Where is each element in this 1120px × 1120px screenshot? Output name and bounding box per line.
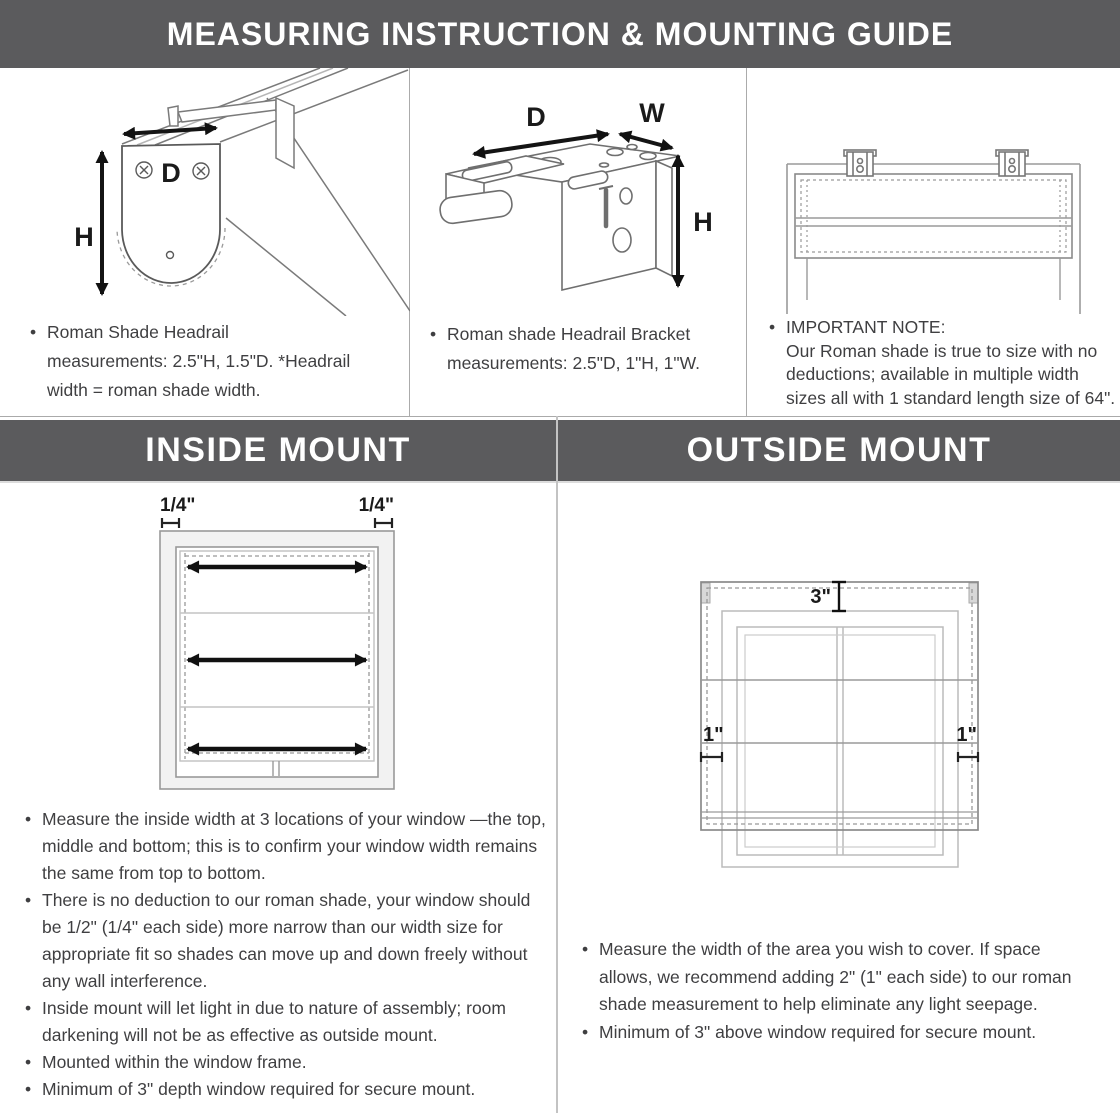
note-title: IMPORTANT NOTE: (786, 317, 946, 337)
bracket-text (430, 320, 732, 378)
inside-mount-diagram (152, 495, 402, 797)
top-gap-tick (832, 582, 846, 611)
dimension-label-d: D (161, 158, 181, 188)
page-title: MEASURING INSTRUCTION & MOUNTING GUIDE (166, 15, 954, 52)
bracket-panel (410, 68, 747, 416)
depth-arrow (124, 128, 216, 134)
gap-label-left: 1" (703, 724, 724, 746)
headrail-text (30, 318, 352, 405)
headrail-diagram (30, 68, 410, 316)
outside-mount-diagram (695, 575, 985, 892)
list-item: • Minimum of 3" depth window required for secure mount. (25, 1076, 549, 1103)
dimension-label-h: H (693, 207, 713, 237)
list-item: • Inside mount will let light in due to nature of assembly; room darkening will not be as effective as outside mount. (25, 995, 549, 1049)
inside-mount-header (0, 420, 556, 483)
bracket-icon (996, 150, 1028, 176)
list-item: • Measure the inside width at 3 locations of your window —the top, middle and bottom; this is to confirm your window width remains the same from top to bottom. (25, 806, 549, 887)
bracket-diagram (410, 68, 747, 316)
bracket-icon (844, 150, 876, 176)
important-note (769, 316, 1117, 410)
gap-label-right: 1/4" (358, 495, 394, 516)
dimension-label-h: H (74, 222, 94, 252)
list-item: • Roman shade Headrail Bracket measurements: 2.5"D, 1"H, 1"W. (430, 320, 732, 378)
side-gap-ticks (701, 752, 978, 762)
gap-label-left: 1/4" (160, 495, 196, 516)
inside-mount-title: INSIDE MOUNT (145, 431, 411, 469)
inside-mount-list (25, 806, 549, 1103)
list-item: • Measure the width of the area you wish to cover. If space allows, we recommend adding 2" (1" each side) to our roman shade measurement to help eliminate any light seepage. (582, 936, 1097, 1019)
outside-mount-header (558, 420, 1120, 483)
list-item: • Mounted within the window frame. (25, 1049, 549, 1076)
note-title-line (769, 316, 1117, 340)
gap-label-top: 3" (810, 586, 831, 608)
gap-label-right: 1" (956, 724, 977, 746)
outside-mount-title: OUTSIDE MOUNT (686, 431, 992, 469)
note-body: Our Roman shade is true to size with no deductions; available in multiple width sizes all with 1 standard length size of 64". (786, 340, 1116, 408)
note-panel (747, 68, 1120, 416)
list-item: • Roman Shade Headrail measurements: 2.5"H, 1.5"D. *Headrail width = roman shade width. (30, 318, 352, 405)
dimension-label-d: D (526, 102, 546, 132)
gap-tick-marks (162, 518, 392, 528)
main-header (0, 0, 1120, 68)
outside-mount-list (582, 936, 1097, 1046)
top-section (0, 68, 1120, 417)
section-divider (556, 416, 558, 1113)
list-item: • There is no deduction to our roman shade, your window should be 1/2" (1/4" each side) more narrow than our width size for appropriate fit so shades can move up and down freely without any wall interference. (25, 887, 549, 995)
mounted-shade-diagram (747, 68, 1120, 316)
list-item: • Minimum of 3" above window required for secure mount. (582, 1019, 1097, 1047)
dimension-label-w: W (639, 98, 665, 128)
headrail-panel (0, 68, 410, 416)
